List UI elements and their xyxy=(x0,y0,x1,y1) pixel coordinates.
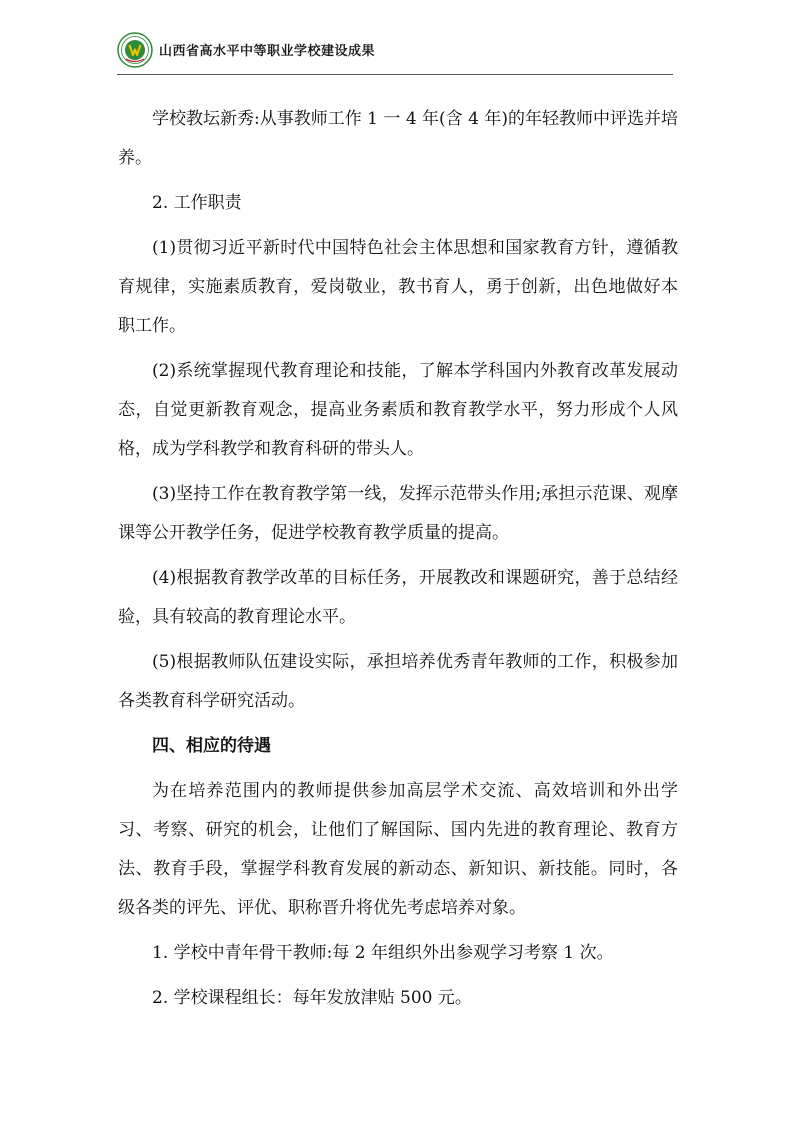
document-body xyxy=(118,100,678,1018)
section-work-duties: 2. 工作职责 xyxy=(152,193,242,213)
duty-item-3: (3)坚持工作在教育教学第一线，发挥示范带头作用;承担示范课、观摩课等公开教学任务，促进学校教育教学质量的提高。 xyxy=(118,484,678,543)
benefit-item-2: 2. 学校课程组长：每年发放津贴 500 元。 xyxy=(152,988,472,1008)
duty-item-1: (1)贯彻习近平新时代中国特色社会主体思想和国家教育方针，遵循教育规律，实施素质教育，爱岗敬业，教书育人，勇于创新，出色地做好本职工作。 xyxy=(118,238,678,336)
benefits-paragraph: 为在培养范围内的教师提供参加高层学术交流、高效培训和外出学习、考察、研究的机会，让他们了解国际、国内先进的教育理论、教育方法、教育手段，掌握学科教育发展的新动态、新知识、新技能。同时，各级各类的评先、评优、职称晋升将优先考虑培养对象。 xyxy=(118,781,678,918)
paragraph-new-talent: 学校教坛新秀:从事教师工作 1 一 4 年(含 4 年)的年轻教师中评选并培养。 xyxy=(118,109,678,168)
school-emblem-icon xyxy=(117,32,153,68)
page-header xyxy=(117,28,673,75)
duty-item-4: (4)根据教育教学改革的目标任务，开展教改和课题研究，善于总结经验，具有较高的教育理论水平。 xyxy=(118,568,678,627)
benefit-item-1: 1. 学校中青年骨干教师:每 2 年组织外出参观学习考察 1 次。 xyxy=(152,943,614,963)
duty-item-5: (5)根据教师队伍建设实际，承担培养优秀青年教师的工作，积极参加各类教育科学研究活动。 xyxy=(118,652,678,711)
section-heading-benefits: 四、相应的待遇 xyxy=(152,736,271,756)
header-title: 山西省高水平中等职业学校建设成果 xyxy=(159,44,376,59)
duty-item-2: (2)系统掌握现代教育理论和技能，了解本学科国内外教育改革发展动态，自觉更新教育观念，提高业务素质和教育教学水平，努力形成个人风格，成为学科教学和教育科研的带头人。 xyxy=(118,361,678,459)
